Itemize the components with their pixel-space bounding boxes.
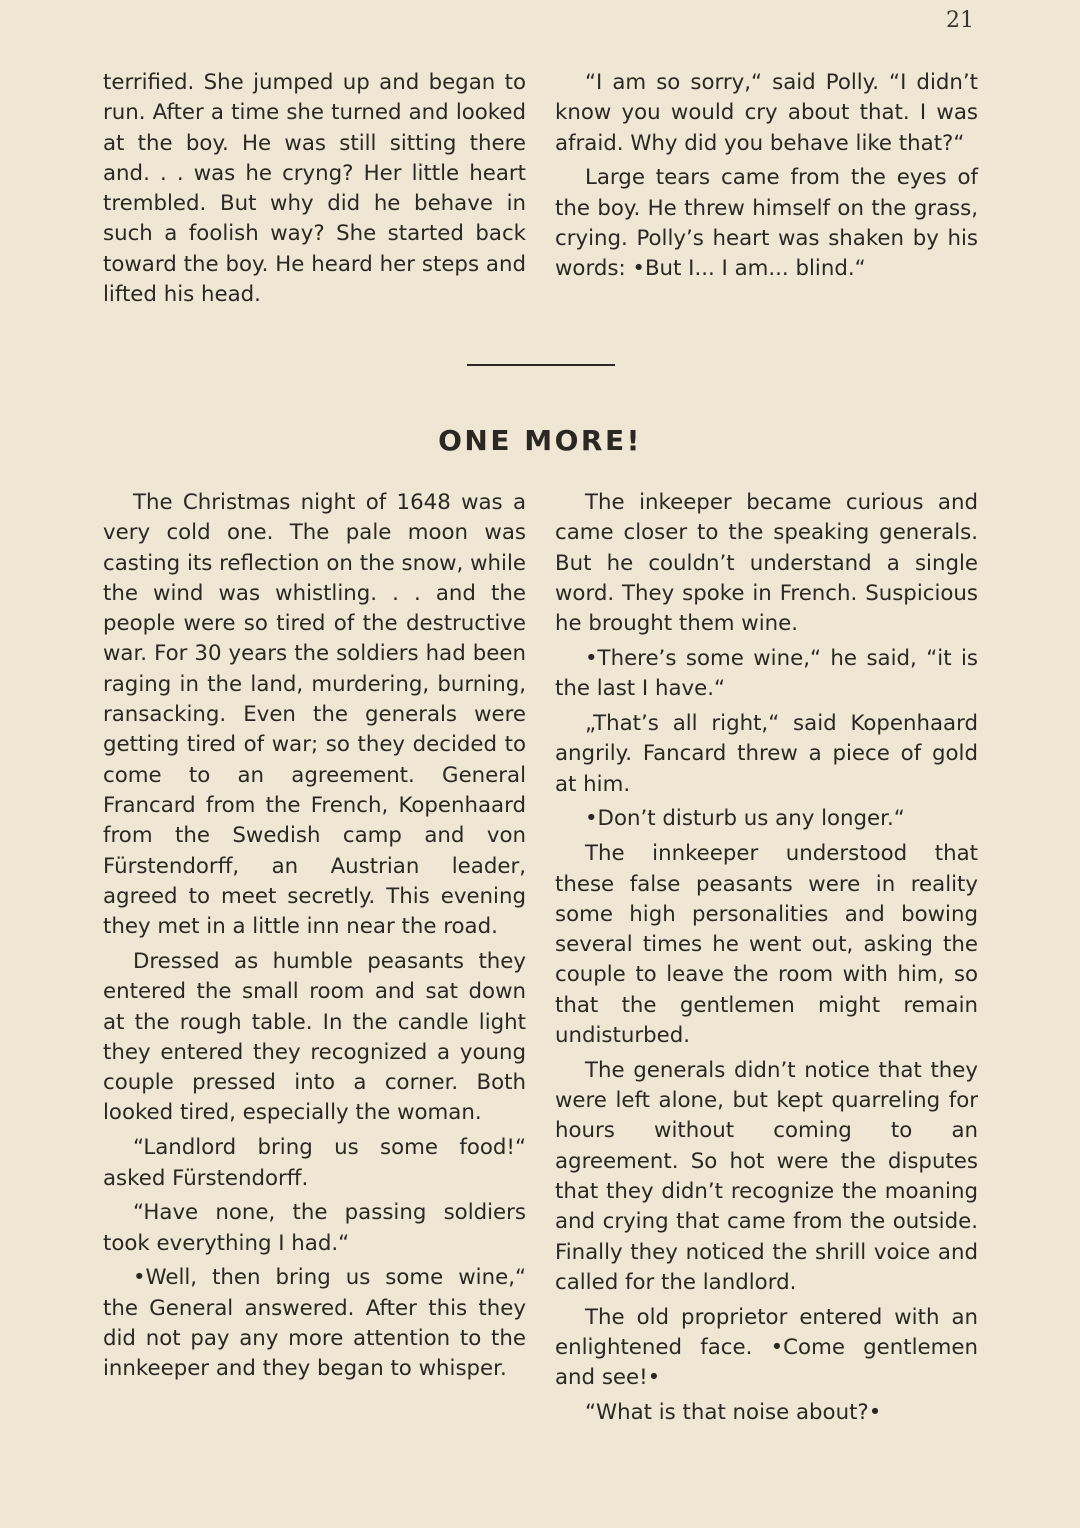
paragraph: „That’s all right,“ said Kopenhaard angrily. Fancard threw a piece of gold at him.	[555, 711, 978, 797]
paragraph: The Christmas night of 1648 was a very cold one. The pale moon was casting its reflection on the snow, while the wind was whistling. . . and the people were so tired of the destructive war. For 30 years the soldiers had been raging in the land, murdering, burning, ransacking. Even the generals were getting tired of war; so they decided to come to an agreement. General Francard from the French, Kopenhaard from the Swedish camp and von Fürstendorff, an Austrian leader, agreed to meet secretly. This evening they met in a little inn near the road.	[103, 490, 526, 940]
paragraph: The innkeeper understood that these false peasants were in reality some high personalities and bowing several times he went out, asking the couple to leave the room with him, so that the gentlemen might remain undisturbed.	[555, 841, 978, 1049]
story-right-column	[555, 488, 978, 1433]
paragraph: Large tears came from the eyes of the boy. He threw himself on the grass, crying. Polly’s heart was shaken by his words: •But I... I am... blind.“	[555, 165, 978, 282]
paragraph: Dressed as humble peasants they entered the small room and sat down at the rough table. In the candle light they entered they recognized a young couple pressed into a corner. Both looked tired, especially the woman.	[103, 948, 526, 1126]
paragraph: “What is that noise about?•	[585, 1400, 882, 1426]
paragraph: “Landlord bring us some food!“ asked Fürstendorff.	[103, 1135, 526, 1191]
paragraph: The old proprietor entered with an enlightened face. •Come gentlemen and see!•	[555, 1304, 978, 1391]
story-left-column	[103, 488, 526, 1389]
previous-story-left-column	[103, 68, 526, 315]
paragraph: terrified. She jumped up and began to run. After a time she turned and looked at the boy. He was still sitting there and. . . was he cryng? Her little heart trembled. But why did he behave in such a foolish way? She started back toward the boy. He heard her steps and lifted his head.	[103, 70, 526, 308]
paragraph: The inkeeper became curious and came closer to the speaking generals. But he couldn’t understand a single word. They spoke in French. Suspicious he brought them wine.	[555, 490, 978, 637]
paragraph: The generals didn’t notice that they were left alone, but kept quarreling for hours without coming to an agreement. So hot were the disputes that they didn’t recognize the moaning and crying that came from the outside. Finally they noticed the shrill voice and called for the landlord.	[555, 1057, 978, 1295]
page-number: 21	[946, 8, 974, 33]
paragraph: “I am so sorry,“ said Polly. “I didn’t know you would cry about that. I was afraid. Why did you behave like that?“	[555, 70, 978, 156]
story-title: ONE MORE!	[438, 424, 642, 457]
previous-story-right-column	[555, 68, 978, 289]
section-divider	[467, 364, 615, 366]
paragraph: “Have none, the passing soldiers took everything I had.“	[103, 1200, 526, 1256]
paragraph: •Well, then bring us some wine,“ the General answered. After this they did not pay any more attention to the innkeeper and they began to whisper.	[103, 1265, 526, 1382]
paragraph: •Don’t disturb us any longer.“	[585, 806, 905, 832]
paragraph: •There’s some wine,“ he said, “it is the last I have.“	[555, 645, 978, 702]
